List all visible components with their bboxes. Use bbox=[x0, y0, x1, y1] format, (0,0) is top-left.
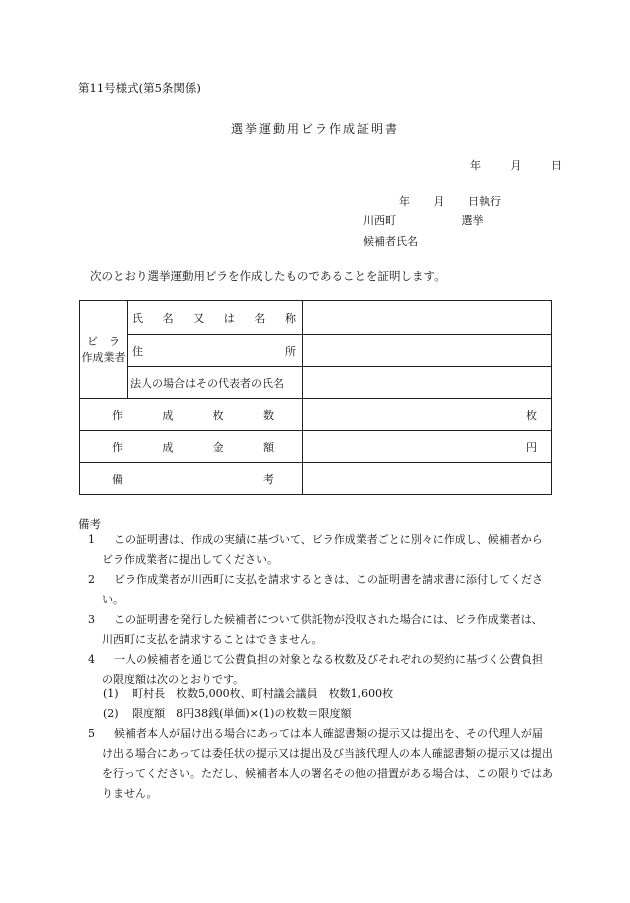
amount-char: 作 bbox=[112, 440, 123, 454]
count-char: 枚 bbox=[212, 408, 224, 422]
note-text: ビラ作成業者が川西町に支払を請求するときは、この証明書を請求書に添付してください。 bbox=[102, 573, 543, 606]
date-day: 日 bbox=[551, 159, 562, 172]
remarks-char: 備 bbox=[112, 472, 123, 486]
address-char: 所 bbox=[285, 344, 296, 358]
note-item bbox=[78, 570, 553, 610]
name-char: 又 bbox=[193, 311, 205, 325]
amount-label-cell bbox=[80, 431, 303, 463]
name-char: は bbox=[223, 311, 235, 325]
election-kind: 選挙 bbox=[461, 214, 484, 227]
remarks-value-cell[interactable] bbox=[303, 463, 552, 495]
amount-char: 金 bbox=[212, 440, 224, 454]
execution-date bbox=[399, 193, 501, 209]
name-char: 名 bbox=[162, 311, 174, 325]
note-item bbox=[78, 724, 553, 804]
note-number: 1 bbox=[88, 533, 95, 546]
note-item bbox=[78, 530, 553, 570]
document-title: 選挙運動用ビラ作成証明書 bbox=[230, 122, 399, 136]
count-value-cell[interactable] bbox=[303, 399, 552, 431]
sub-number: (2) bbox=[103, 707, 119, 720]
address-char: 住 bbox=[132, 344, 143, 358]
sub-item bbox=[103, 704, 351, 724]
maker-header bbox=[80, 301, 128, 399]
name-char: 称 bbox=[284, 311, 296, 325]
maker-label-1: ビ ラ bbox=[87, 334, 120, 348]
note-item bbox=[78, 610, 553, 650]
issue-date bbox=[470, 157, 562, 173]
name-label-cell bbox=[128, 301, 303, 335]
note-number: 3 bbox=[88, 613, 95, 626]
remarks-char: 考 bbox=[263, 472, 274, 486]
exec-day: 日執行 bbox=[468, 195, 501, 208]
address-label-cell bbox=[128, 335, 303, 367]
representative-label-cell bbox=[128, 367, 303, 399]
date-year: 年 bbox=[470, 159, 481, 172]
note-number: 4 bbox=[88, 653, 95, 666]
sub-text: 町村長 枚数5,000枚、町村議会議員 枚数1,600枚 bbox=[132, 687, 394, 700]
amount-char: 成 bbox=[162, 440, 174, 454]
election-line bbox=[363, 212, 484, 228]
count-label-cell bbox=[80, 399, 303, 431]
count-unit: 枚 bbox=[526, 408, 537, 422]
name-char: 名 bbox=[254, 311, 266, 325]
date-month: 月 bbox=[510, 159, 522, 172]
maker-label-2: 作成業者 bbox=[81, 350, 126, 364]
sub-item bbox=[103, 684, 393, 704]
representative-label: 法人の場合はその代表者の氏名 bbox=[130, 376, 284, 390]
exec-month: 月 bbox=[433, 195, 445, 208]
amount-unit: 円 bbox=[526, 440, 537, 454]
name-char: 氏 bbox=[132, 311, 143, 325]
note-text: この証明書は、作成の実績に基づいて、ビラ作成業者ごとに別々に作成し、候補者からビラ作成業者に提出してください。 bbox=[102, 533, 543, 566]
note-text: この証明書を発行した候補者について供託物が没収された場合には、ビラ作成業者は、川西町に支払を請求することはできません。 bbox=[102, 613, 543, 646]
address-value-cell[interactable] bbox=[303, 335, 552, 367]
count-char: 数 bbox=[262, 408, 274, 422]
sub-number: (1) bbox=[103, 687, 119, 700]
count-char: 作 bbox=[112, 408, 123, 422]
amount-char: 額 bbox=[262, 440, 274, 454]
amount-value-cell[interactable] bbox=[303, 431, 552, 463]
name-value-cell[interactable] bbox=[303, 301, 552, 335]
count-char: 成 bbox=[162, 408, 174, 422]
representative-value-cell[interactable] bbox=[303, 367, 552, 399]
sub-text: 限度額 8円38銭(単価)×(1)の枚数＝限度額 bbox=[132, 707, 352, 720]
certification-statement: 次のとおり選挙運動用ビラを作成したものであることを証明します。 bbox=[90, 269, 446, 283]
certificate-table bbox=[79, 300, 552, 495]
note-text: 一人の候補者を通じて公費負担の対象となる枚数及びそれぞれの契約に基づく公費負担の限度額は次のとおりです。 bbox=[102, 653, 543, 686]
notes-title: 備考 bbox=[78, 517, 101, 531]
form-number: 第11号様式(第5条関係) bbox=[78, 81, 201, 95]
remarks-label-cell bbox=[80, 463, 303, 495]
candidate-name-label: 候補者氏名 bbox=[363, 235, 418, 248]
note-number: 2 bbox=[88, 573, 95, 586]
note-text: 候補者本人が届け出る場合にあっては本人確認書類の提示又は提出を、その代理人が届け出る場合にあっては委任状の提示又は提出及び当該代理人の本人確認書類の提示又は提出を行ってください。ただし、候補者本人の署名その他の措置がある場合は、この限りではありません。 bbox=[102, 727, 553, 800]
exec-year: 年 bbox=[399, 195, 410, 208]
note-number: 5 bbox=[88, 727, 95, 740]
election-town: 川西町 bbox=[363, 214, 396, 227]
